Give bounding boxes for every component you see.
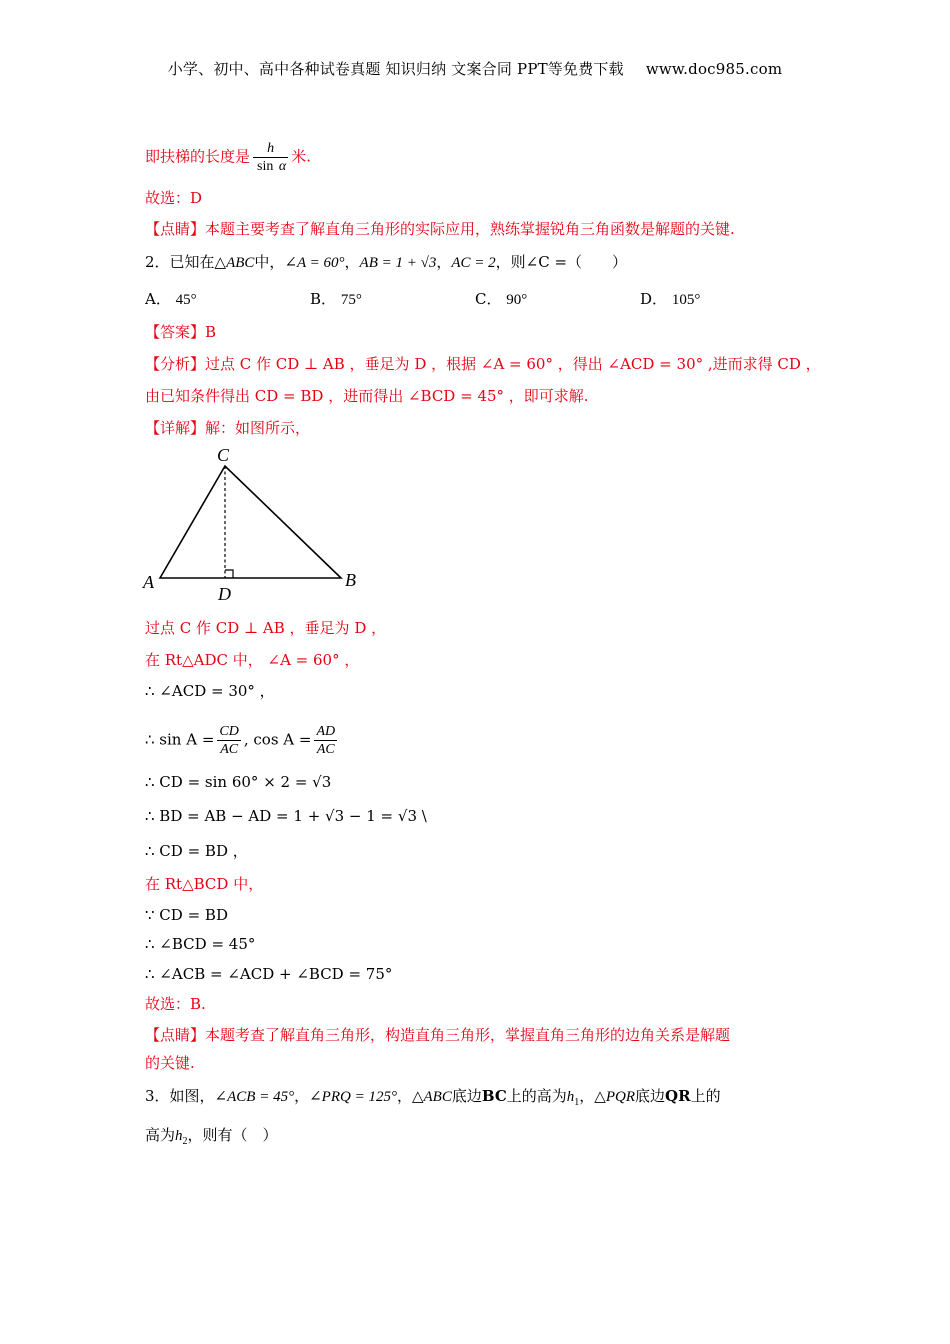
header-url[interactable]: www.doc985.com bbox=[645, 60, 783, 78]
step-9: ∵ CD = BD bbox=[145, 906, 228, 924]
step-1: 过点 C 作 CD ⊥ AB ，垂足为 D ， bbox=[145, 619, 387, 637]
triangle-abc bbox=[160, 466, 341, 578]
q2-comment-2: 的关键. bbox=[145, 1054, 195, 1072]
header-title: 小学、初中、高中各种试卷真题 知识归纳 文案合同 PPT等免费下载 bbox=[167, 60, 624, 78]
q3-stem-line-2: 高为$h_2$，则有（ ） bbox=[145, 1126, 278, 1147]
q1-comment: 【点睛】本题主要考查了解直角三角形的实际应用，熟练掌握锐角三角函数是解题的关键. bbox=[145, 220, 735, 238]
step-8: 在 Rt△BCD 中， bbox=[145, 875, 264, 893]
q2-option-b[interactable]: B． 75° bbox=[310, 290, 362, 308]
label-d: D bbox=[218, 584, 231, 604]
q2-option-c[interactable]: C． 90° bbox=[475, 290, 528, 308]
q2-stem: 2．已知在△ABC中，∠A = 60°，AB = 1 + √3，AC = 2，则∠C =（ ） bbox=[145, 253, 628, 271]
triangle-figure bbox=[138, 438, 378, 608]
q2-choice: 故选：B. bbox=[145, 995, 206, 1013]
step-11: ∴ ∠ACB = ∠ACD + ∠BCD = 75° bbox=[145, 965, 393, 983]
q2-analysis-2: 由已知条件得出 CD = BD ，进而得出 ∠BCD = 45° ，即可求解. bbox=[145, 387, 589, 405]
q2-option-d[interactable]: D． 105° bbox=[640, 290, 701, 308]
q2-option-a[interactable]: A． 45° bbox=[145, 290, 197, 308]
q1-choice: 故选：D bbox=[145, 189, 203, 207]
step-7: ∴ CD = BD ， bbox=[145, 842, 248, 860]
step-5: ∴ CD = sin 60° × 2 = √3 bbox=[145, 773, 332, 791]
q2-analysis-1: 【分析】过点 C 作 CD ⊥ AB ，垂足为 D ，根据 ∠A = 60° ，得出 ∠ACD = 30° ,进而求得 CD ， bbox=[145, 355, 821, 373]
q2-comment-1: 【点睛】本题考查了解直角三角形，构造直角三角形，掌握直角三角形的边角关系是解题 bbox=[145, 1026, 731, 1044]
q1-length-answer: 即扶梯的长度是 $\frac{h}{\text{sin α}}$ 米. bbox=[145, 141, 311, 174]
q3-stem-line-1: 3．如图，∠ACB = 45°，∠PRQ = 125°，△ABC底边BC上的高为$h_1$，△PQR底边QR上的 bbox=[145, 1087, 721, 1108]
right-angle-mark bbox=[225, 570, 233, 578]
step-2: 在 Rt△ADC 中， ∠A = 60° ， bbox=[145, 651, 360, 669]
step-6: ∴ BD = AB − AD = 1 + √3 − 1 = √3 \ bbox=[145, 807, 427, 825]
cos-fraction: $\frac{AD}{AC}$ bbox=[316, 724, 336, 757]
label-c: C bbox=[217, 445, 230, 465]
step-4: ∴ sin A = $\frac{CD}{AC}$ , cos A = $\frac{AD}{AC}$ bbox=[145, 724, 336, 757]
step-10: ∴ ∠BCD = 45° bbox=[145, 935, 256, 953]
length-fraction: $\frac{h}{\text{sin α}}$ bbox=[253, 140, 288, 175]
label-b: B bbox=[345, 570, 356, 590]
sin-fraction: $\frac{CD}{AC}$ bbox=[219, 724, 239, 757]
q2-detail-heading: 【详解】解：如图所示， bbox=[145, 419, 311, 437]
label-a: A bbox=[143, 572, 154, 592]
step-3: ∴ ∠ACD = 30° ， bbox=[145, 682, 275, 700]
q2-answer: 【答案】B bbox=[145, 323, 217, 341]
page-header bbox=[0, 58, 950, 79]
